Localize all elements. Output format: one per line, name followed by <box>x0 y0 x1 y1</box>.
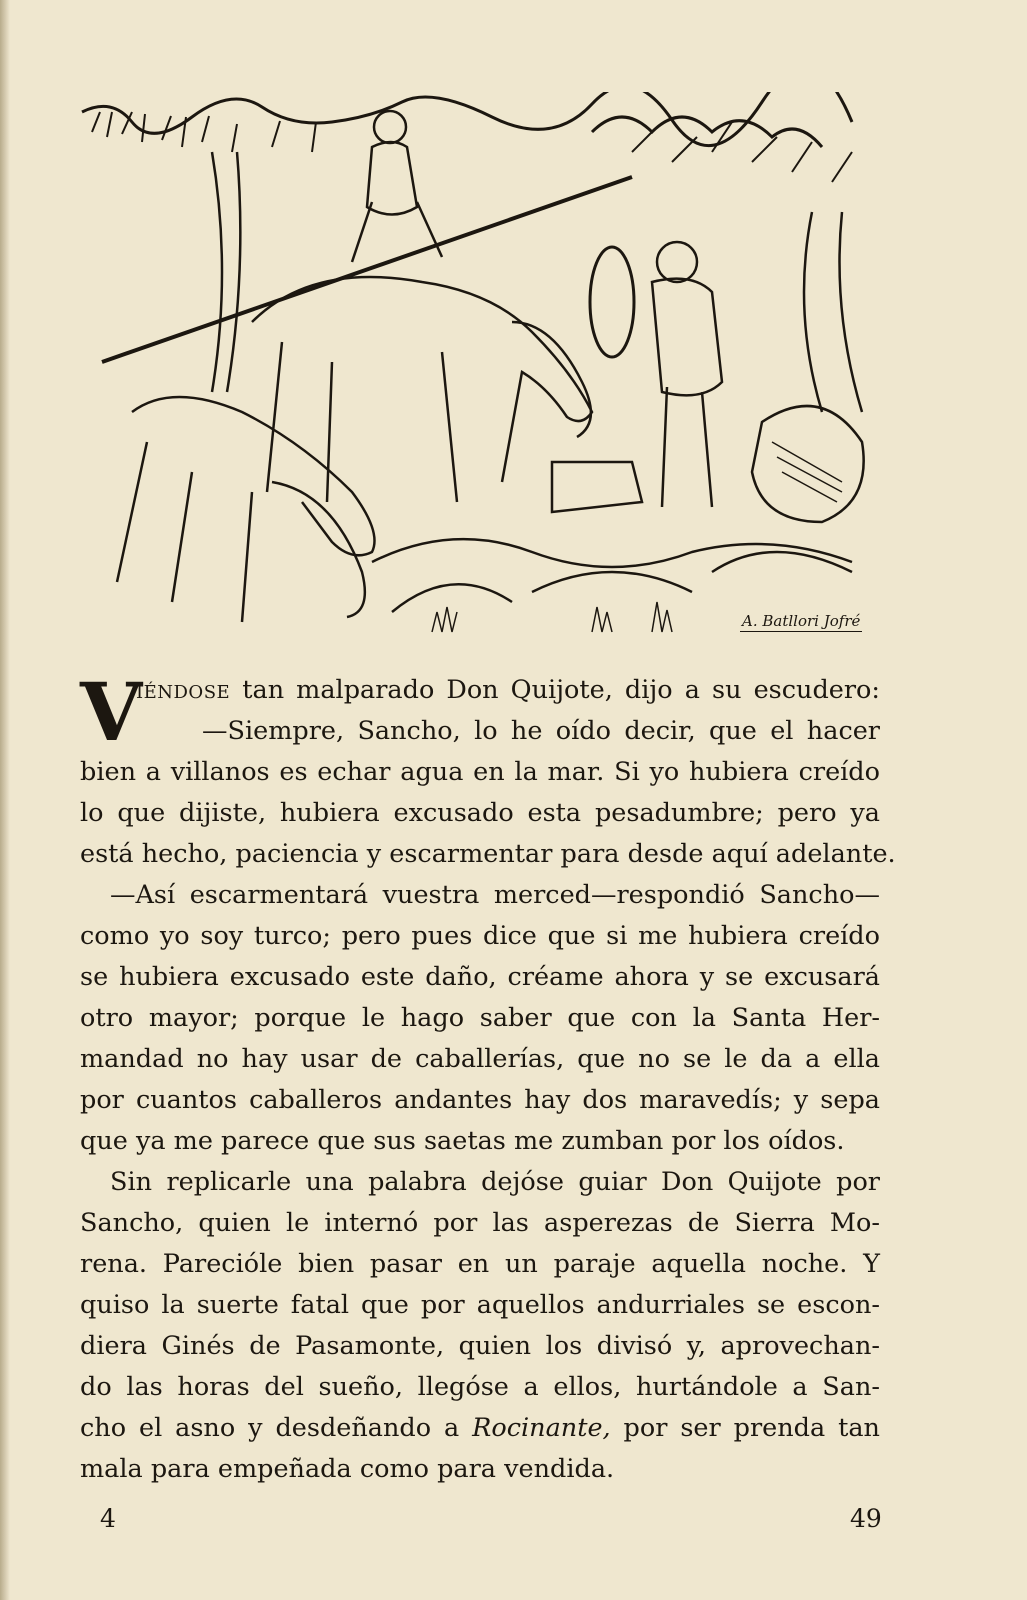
line-text: por ser prenda tan <box>610 1413 880 1443</box>
text-line: rena. Parecióle bien pasar en un paraje aquella noche. Y <box>80 1249 880 1279</box>
illustrator-signature: A. Batllori Jofré <box>742 612 861 630</box>
text-line: Sancho, quien le internó por las asperezas de Sierra Mo- <box>80 1208 880 1238</box>
page-number: 49 <box>850 1504 882 1533</box>
text-line: —Siempre, Sancho, lo he oído decir, que el hacer <box>202 716 880 746</box>
text-line: —Así escarmentará vuestra merced—respondió Sancho— <box>110 880 880 910</box>
text-line: mandad no hay usar de caballerías, que no se le da a ella <box>80 1044 880 1074</box>
italic-name: Rocinante, <box>472 1413 611 1443</box>
text-line: lo que dijiste, hubiera excusado esta pesadumbre; pero ya <box>80 798 880 828</box>
text-line: bien a villanos es echar agua en la mar. Si yo hubiera creído <box>80 757 880 787</box>
line-text: tan malparado Don Quijote, dijo a su escudero: <box>230 675 880 705</box>
drop-cap: V <box>80 665 143 759</box>
text-line: está hecho, paciencia y escarmentar para desde aquí adelante. <box>80 839 896 869</box>
small-caps-word: iéndose <box>136 675 231 705</box>
line-text: cho el asno y desdeñando a <box>80 1413 473 1443</box>
text-line: que ya me parece que sus saetas me zumban por los oídos. <box>80 1126 845 1156</box>
page-edge-shadow <box>0 0 10 1600</box>
woodcut-illustration <box>72 92 878 652</box>
text-line: do las horas del sueño, llegóse a ellos, hurtándole a San- <box>80 1372 880 1402</box>
text-line: mala para empeñada como para vendida. <box>80 1454 615 1484</box>
signature-mark: 4 <box>100 1504 116 1533</box>
illustration-drawing <box>72 92 878 652</box>
text-line <box>80 1408 880 1449</box>
text-line <box>80 670 880 711</box>
text-line: Sin replicarle una palabra dejóse guiar Don Quijote por <box>110 1167 880 1197</box>
body-text <box>80 665 896 1490</box>
text-line: otro mayor; porque le hago saber que con la Santa Her- <box>80 1003 880 1033</box>
text-line: por cuantos caballeros andantes hay dos maravedís; y sepa <box>80 1085 880 1115</box>
text-line: como yo soy turco; pero pues dice que si me hubiera creído <box>80 921 880 951</box>
text-line: quiso la suerte fatal que por aquellos andurriales se escon- <box>80 1290 880 1320</box>
text-line: se hubiera excusado este daño, créame ahora y se excusará <box>80 962 880 992</box>
text-line: diera Ginés de Pasamonte, quien los divisó y, aprovechan- <box>80 1331 880 1361</box>
